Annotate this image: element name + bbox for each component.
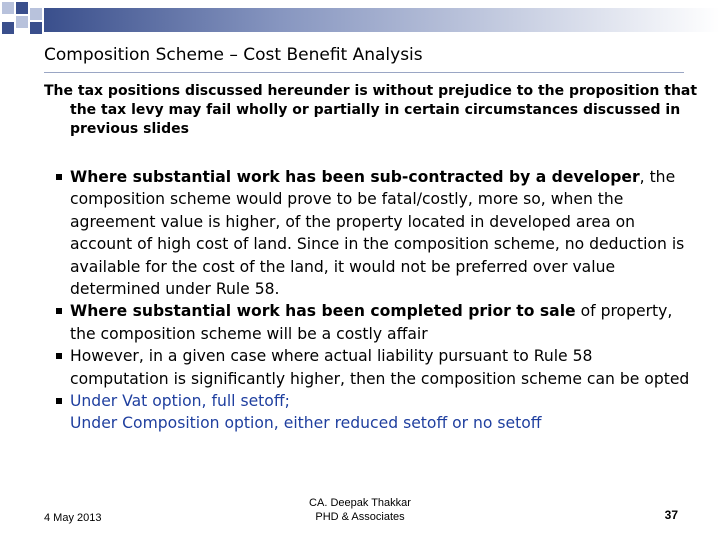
bullet-item xyxy=(56,345,696,390)
bullet-text: of property, the composition scheme will be a costly affair xyxy=(70,302,673,343)
intro-paragraph: The tax positions discussed hereunder is without prejudice to the proposition that the tax levy may fail wholly or partially in certain circumstances discussed in previous slides xyxy=(44,83,698,137)
bullet-item xyxy=(56,166,696,300)
footer-author-name: CA. Deepak Thakkar xyxy=(309,497,411,509)
footer-author xyxy=(280,496,440,524)
footer-author-firm: PHD & Associates xyxy=(315,511,405,523)
square-bullet-icon xyxy=(56,174,62,180)
corner-decoration xyxy=(0,0,720,44)
page-number: 37 xyxy=(664,508,678,522)
square-bullet-icon xyxy=(56,308,62,314)
bullet-bold-text: Where substantial work has been sub-contracted by a developer xyxy=(70,168,640,186)
bullet-item xyxy=(56,390,696,435)
bullet-text: However, in a given case where actual liability pursuant to Rule 58 computation is significantly higher, then the composition scheme can be opted xyxy=(70,347,690,388)
title-divider xyxy=(44,72,684,73)
bullet-list xyxy=(56,166,696,435)
square-bullet-icon xyxy=(56,398,62,404)
bullet-item xyxy=(56,300,696,345)
bullet-text-line-2: Under Composition option, either reduced setoff or no setoff xyxy=(70,414,542,433)
bullet-text: , the composition scheme would prove to be fatal/costly, more so, when the agreement value is higher, of the property located in developed area on account of high cost of land. Since in the composition scheme, no deduction is available for the cost of the land, it would not be preferred over value determined under Rule 58. xyxy=(70,168,685,299)
footer-date: 4 May 2013 xyxy=(44,512,102,524)
square-bullet-icon xyxy=(56,353,62,359)
slide-title: Composition Scheme – Cost Benefit Analysis xyxy=(44,45,423,65)
bullet-text-line-1: Under Vat option, full setoff; xyxy=(70,392,290,411)
bullet-bold-text: Where substantial work has been completed prior to sale xyxy=(70,302,576,321)
